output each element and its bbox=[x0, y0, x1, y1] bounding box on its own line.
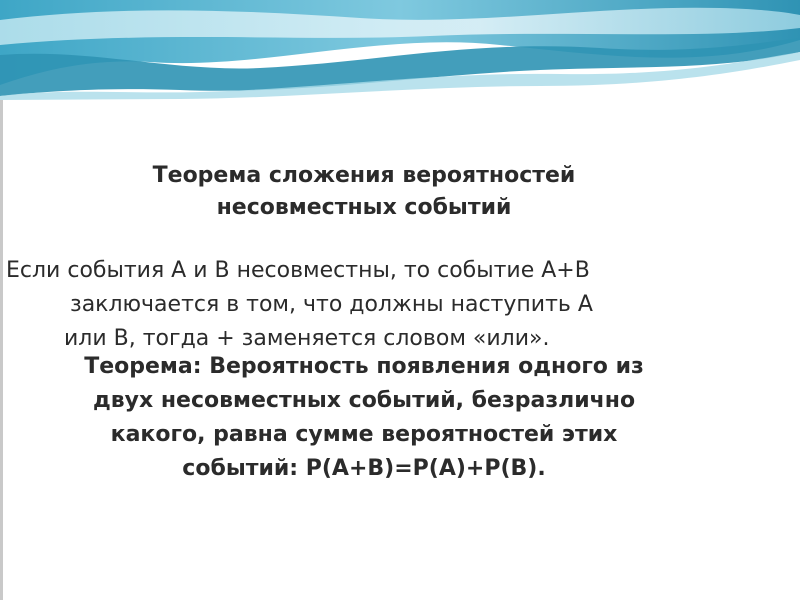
theorem-line-1: Теорема: Вероятность появления одного из bbox=[84, 354, 644, 379]
theorem-line-2: двух несовместных событий, безразлично bbox=[92, 388, 636, 413]
paragraph-line-1: Если события А и В несовместны, то событие А+В bbox=[6, 258, 590, 283]
slide-title bbox=[0, 160, 728, 224]
theorem-line-3: какого, равна сумме вероятностей этих bbox=[110, 422, 618, 447]
title-line-1: Теорема сложения вероятностей bbox=[152, 163, 576, 188]
title-line-2: несовместных событий bbox=[216, 195, 512, 220]
definition-paragraph bbox=[0, 254, 728, 356]
decorative-wave-header bbox=[0, 0, 800, 100]
theorem-line-4: событий: Р(А+В)=Р(А)+Р(В). bbox=[182, 456, 546, 481]
theorem-statement bbox=[0, 350, 728, 486]
paragraph-line-3: или В, тогда + заменяется словом «или». bbox=[64, 326, 550, 351]
paragraph-line-2: заключается в том, что должны наступить А bbox=[70, 292, 593, 317]
